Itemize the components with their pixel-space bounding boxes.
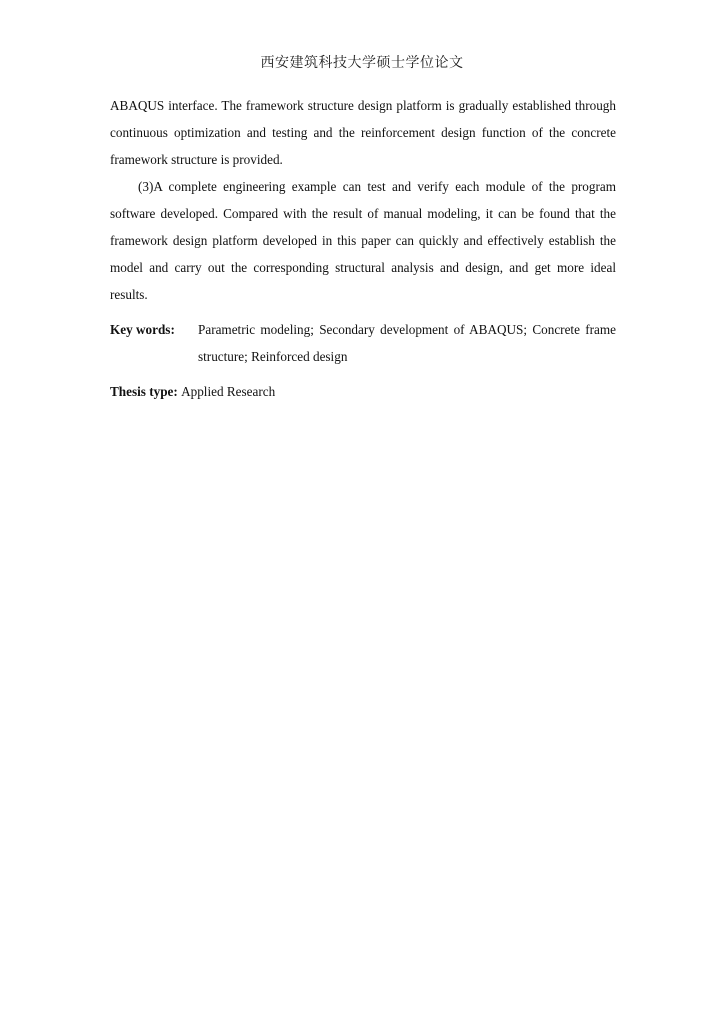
thesis-type-label: Thesis type: bbox=[110, 384, 182, 399]
running-header: 西安建筑科技大学硕士学位论文 bbox=[260, 56, 464, 71]
abstract-paragraph-1: ABAQUS interface. The framework structure design platform is gradually established through continuous optimization and testing and the reinforcement design function of the concrete framework structure is provided. bbox=[110, 98, 616, 167]
thesis-type-line bbox=[110, 378, 616, 405]
abstract-paragraph-2: (3)A complete engineering example can test and verify each module of the program software developed. Compared with the result of manual modeling, it can be found that the framework design platform developed in this paper can quickly and effectively establish the model and carry out the corresponding structural analysis and design, and get more ideal results. bbox=[110, 179, 616, 302]
thesis-type-value: Applied Research bbox=[181, 384, 276, 399]
keywords-label: Key words: bbox=[110, 322, 175, 337]
keywords-text: Parametric modeling; Secondary development of ABAQUS; Concrete frame structure; Reinforced design bbox=[198, 322, 616, 364]
abstract-body bbox=[110, 92, 616, 308]
keywords-block bbox=[110, 316, 616, 370]
